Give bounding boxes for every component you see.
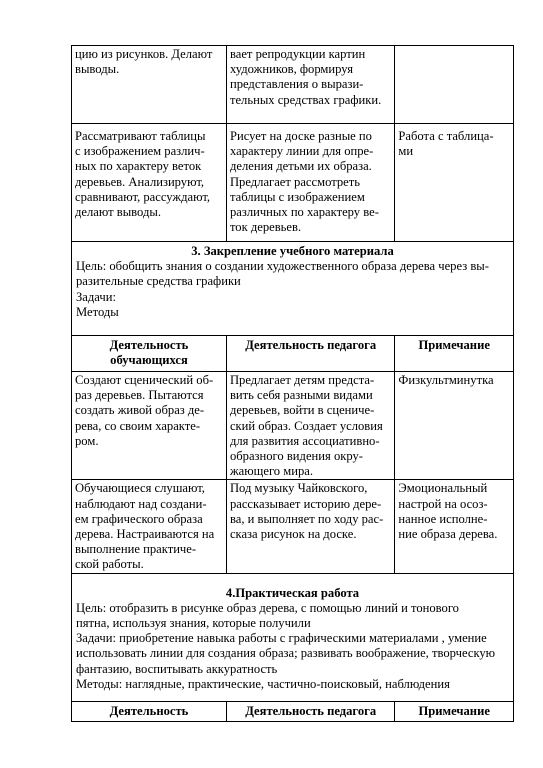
- tasks-text: Задачи: приобретение навыка работы с графическими материалами , умение: [76, 631, 487, 646]
- text-line: выводы.: [75, 62, 120, 77]
- tasks-text: Задачи:: [76, 289, 116, 304]
- table-header-row: [72, 701, 514, 721]
- text-line: делают выводы.: [75, 205, 161, 220]
- text-line: раз деревьев. Пытаются: [75, 388, 204, 403]
- note-cell: [395, 46, 514, 124]
- text-line: ва, и выполняет по ходу рас-: [229, 511, 384, 526]
- text-line: ток деревьев.: [229, 220, 302, 235]
- teacher-activity-cell: [226, 46, 394, 124]
- lesson-plan-table: [71, 45, 514, 722]
- section-3-cell: [72, 242, 514, 336]
- text-line: Под музыку Чайковского,: [229, 481, 368, 496]
- note-cell: [395, 124, 514, 242]
- text-line: ской работы.: [75, 557, 144, 572]
- note-cell: [395, 480, 514, 573]
- text-line: сказа рисунок на доске.: [229, 527, 357, 542]
- text-line: Предлагает рассмотреть: [229, 174, 361, 189]
- text-line: цию из рисунков. Делают: [75, 47, 213, 61]
- text-line: ем графического образа: [75, 511, 203, 526]
- teacher-activity-cell: [226, 124, 394, 242]
- goal-text-cont: разительные средства графики: [76, 274, 241, 289]
- text-line: настрой на осоз-: [398, 496, 488, 511]
- note-cell: [395, 372, 514, 480]
- header-text: обучающихся: [110, 353, 188, 368]
- goal-text: Цель: обобщить знания о создании художественного образа дерева через вы-: [76, 259, 489, 274]
- text-line: вает репродукции картин: [229, 47, 366, 61]
- table-row: [72, 480, 514, 573]
- table-header-row: [72, 336, 514, 372]
- section-4-cell: [72, 573, 514, 701]
- text-line: деревьев, войти в сцениче-: [229, 403, 375, 418]
- text-line: представления о вырази-: [229, 77, 364, 92]
- text-line: ми: [398, 144, 414, 159]
- text-line: Обучающиеся слушают,: [75, 481, 205, 496]
- text-line: создать живой образ де-: [75, 403, 205, 418]
- text-line: деревьев. Анализируют,: [75, 174, 205, 189]
- text-line: художников, формируя: [229, 62, 354, 77]
- text-line: Работа с таблица-: [398, 129, 494, 143]
- lesson-plan-table-page: [71, 45, 514, 722]
- teacher-activity-cell: [226, 480, 394, 573]
- header-teacher: Деятельность педагога: [226, 336, 394, 372]
- table-row: [72, 46, 514, 124]
- text-line: характеру линии для опре-: [229, 144, 374, 159]
- text-line: Предлагает детям предста-: [229, 373, 375, 387]
- header-students: Деятельность: [72, 701, 227, 721]
- students-activity-cell: [72, 124, 227, 242]
- section-3-title: 3. Закрепление учебного материала: [191, 244, 394, 258]
- text-line: рассказывает историю дере-: [229, 496, 382, 511]
- goal-text-cont: пятна, используя знания, которые получили: [76, 616, 311, 631]
- students-activity-cell: [72, 46, 227, 124]
- text-line: Рисует на доске разные по: [229, 129, 372, 143]
- text-line: жающего мира.: [229, 464, 313, 479]
- text-line: рева, со своим характе-: [75, 418, 201, 433]
- table-row: [72, 372, 514, 480]
- methods-text: Методы: [76, 304, 119, 319]
- text-line: Физкультминутка: [398, 373, 494, 387]
- tasks-text-cont: фантазию, воспитывать аккуратность: [76, 661, 278, 676]
- text-line: образного видения окру-: [229, 449, 363, 464]
- table-row: [72, 124, 514, 242]
- header-students: [72, 336, 227, 372]
- text-line: ром.: [75, 433, 99, 448]
- teacher-activity-cell: [226, 372, 394, 480]
- tasks-text-cont: использовать линии для создания образа; развивать воображение, творческую: [76, 646, 496, 661]
- section-row: [72, 573, 514, 701]
- text-line: наблюдают над создани-: [75, 496, 207, 511]
- header-teacher: Деятельность педагога: [226, 701, 394, 721]
- methods-text: Методы: наглядные, практические, частично-поисковый, наблюдения: [76, 676, 450, 691]
- text-line: ский образ. Создает условия: [229, 418, 383, 433]
- text-line: для развития ассоциативно-: [229, 433, 380, 448]
- header-text: Деятельность: [109, 338, 189, 352]
- students-activity-cell: [72, 372, 227, 480]
- text-line: Эмоциональный: [398, 481, 488, 496]
- text-line: с изображением различ-: [75, 144, 205, 159]
- section-4-title: 4.Практическая работа: [225, 585, 360, 600]
- text-line: таблицы с изображением: [229, 189, 365, 204]
- section-row: [72, 242, 514, 336]
- text-line: ние образа дерева.: [398, 527, 498, 542]
- goal-text: Цель: отобразить в рисунке образ дерева, с помощью линий и тонового: [76, 600, 459, 615]
- text-line: различных по характеру ве-: [229, 205, 379, 220]
- text-line: ных по характеру веток: [75, 159, 202, 174]
- header-note: Примечание: [395, 701, 514, 721]
- text-line: выполнение практиче-: [75, 542, 197, 557]
- text-line: вить себя разными видами: [229, 388, 373, 403]
- text-line: тельных средствах графики.: [229, 92, 382, 107]
- text-line: Рассматривают таблицы: [75, 129, 206, 143]
- text-line: дерева. Настраиваются на: [75, 527, 215, 542]
- students-activity-cell: [72, 480, 227, 573]
- text-line: сравнивают, рассуждают,: [75, 189, 211, 204]
- header-note: Примечание: [395, 336, 514, 372]
- text-line: нанное исполне-: [398, 511, 488, 526]
- text-line: Создают сценический об-: [75, 373, 214, 387]
- text-line: деления детьми их образа.: [229, 159, 372, 174]
